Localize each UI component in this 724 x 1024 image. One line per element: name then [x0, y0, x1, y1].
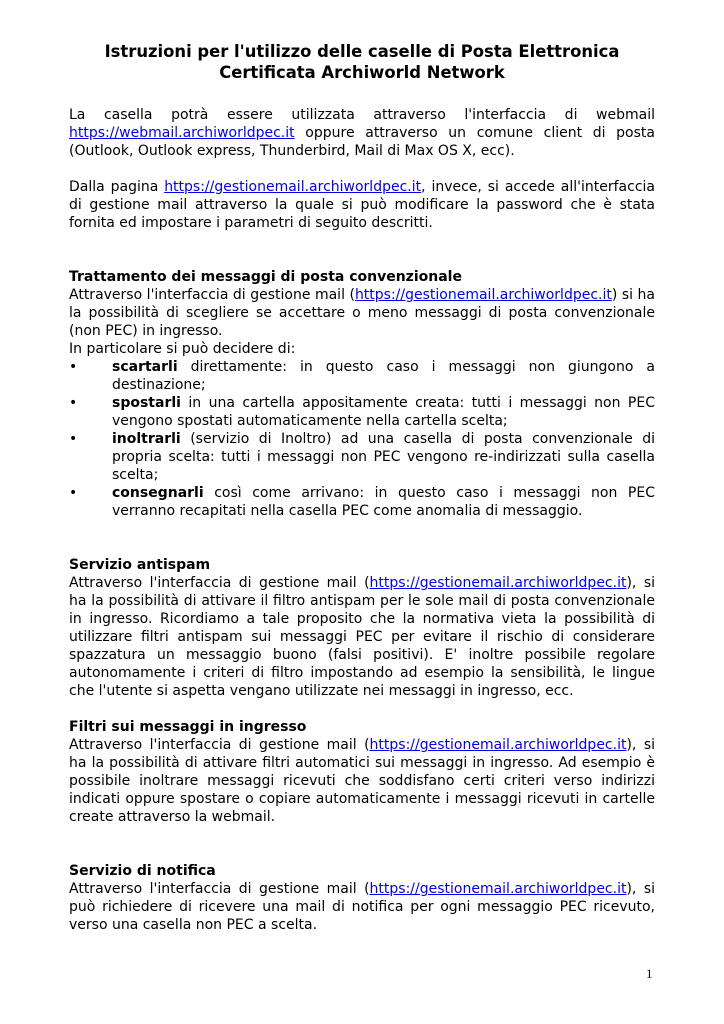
document-page — [69, 41, 655, 934]
filtri-text-cont: ), si ha la possibilità di attivare filtri automatici sui messaggi in ingresso. Ad esempio è possibile inoltrare messaggi ricevuti che soddisfano certi criteri verso indirizzi indicati oppure spostare o copiare automaticamente i messaggi ricevuti in cartelle create attraverso la webmail. — [69, 737, 656, 825]
intro-text-cont: oppure attraverso un comune client di posta (Outlook, Outlook express, Thunderbird, Mail di Max OS X, ecc). — [69, 125, 655, 159]
option-keyword: inoltrarli — [112, 431, 181, 447]
option-text: direttamente: in questo caso i messaggi non giungono a destinazione; — [112, 359, 655, 393]
conv-text: Attraverso l'interfaccia di gestione mail ( — [69, 287, 355, 303]
notifica-text: Attraverso l'interfaccia di gestione mail ( — [69, 881, 370, 897]
option-keyword: scartarli — [112, 359, 178, 375]
heading-notifica: Servizio di notifica — [69, 863, 216, 879]
heading-filtri: Filtri sui messaggi in ingresso — [69, 719, 307, 735]
title-line-1: Istruzioni per l'utilizzo delle caselle di Posta Elettronica — [104, 42, 620, 61]
list-item — [69, 358, 655, 394]
list-item — [69, 430, 655, 484]
list-item — [69, 394, 655, 430]
bullet: • — [69, 395, 78, 411]
heading-antispam: Servizio antispam — [69, 557, 211, 573]
conv-options-list — [69, 358, 655, 520]
list-item — [69, 484, 655, 520]
bullet: • — [69, 359, 78, 375]
bullet: • — [69, 485, 78, 501]
option-text: (servizio di Inoltro) ad una casella di posta convenzionale di propria scelta: tutti i messaggi non PEC vengono re-indirizzati sulla casella scelta; — [112, 431, 655, 483]
intro-text-2-cont: , invece, si accede all'interfaccia di gestione mail attraverso la quale si può modificare la password che è stata fornita ed impostare i parametri di seguito descritti. — [69, 179, 655, 231]
heading-posta-convenzionale: Trattamento dei messaggi di posta convenzionale — [69, 269, 462, 285]
gestionemail-link-notifica[interactable]: https://gestionemail.archiworldpec.it — [369, 881, 627, 897]
notifica-paragraph — [69, 880, 655, 934]
bullet: • — [69, 431, 78, 447]
antispam-text: Attraverso l'interfaccia di gestione mail ( — [69, 575, 370, 591]
conv-paragraph — [69, 286, 655, 340]
option-text: così come arrivano: in questo caso i messaggi non PEC verranno recapitati nella casella PEC come anomalia di messaggio. — [112, 485, 655, 519]
webmail-link[interactable]: https://webmail.archiworldpec.it — [69, 125, 295, 141]
option-text: in una cartella appositamente creata: tutti i messaggi non PEC vengono spostati automaticamente nella cartella scelta; — [112, 395, 655, 429]
filtri-text: Attraverso l'interfaccia di gestione mail ( — [69, 737, 370, 753]
intro-text-2: Dalla pagina — [69, 179, 165, 195]
filtri-paragraph — [69, 736, 655, 826]
title-line-2: Certificata Archiworld Network — [219, 63, 505, 82]
gestionemail-link-intro[interactable]: https://gestionemail.archiworldpec.it — [164, 179, 422, 195]
notifica-text-cont: ), si può richiedere di ricevere una mail di notifica per ogni messaggio PEC ricevuto, verso una casella non PEC a scelta. — [69, 881, 656, 933]
conv-intro-list: In particolare si può decidere di: — [69, 341, 296, 357]
page-number: 1 — [646, 966, 653, 981]
document-title — [69, 41, 655, 83]
gestionemail-link-antispam[interactable]: https://gestionemail.archiworldpec.it — [369, 575, 627, 591]
intro-paragraph-2 — [69, 178, 655, 232]
conv-text-cont: ) si ha la possibilità di scegliere se accettare o meno messaggi di posta convenzionale (non PEC) in ingresso. — [69, 287, 655, 339]
antispam-paragraph — [69, 574, 655, 700]
intro-paragraph-1 — [69, 106, 655, 160]
gestionemail-link-filtri[interactable]: https://gestionemail.archiworldpec.it — [369, 737, 627, 753]
option-keyword: spostarli — [112, 395, 181, 411]
antispam-text-cont: ), si ha la possibilità di attivare il filtro antispam per le sole mail di posta convenzionale in ingresso. Ricordiamo a tale proposito che la normativa vieta la possibilità di utilizzare filtri antispam sui messaggi PEC per evitare il rischio di considerare spazzatura un messaggio buono (falsi positivi). E' inoltre possibile regolare autonomamente i criteri di filtro impostando ad esempio la sensibilità, le lingue che l'utente si aspetta vengano utilizzate nei messaggi in ingresso, ecc. — [69, 575, 656, 699]
intro-text: La casella potrà essere utilizzata attraverso l'interfaccia di webmail — [69, 107, 655, 123]
gestionemail-link-conv[interactable]: https://gestionemail.archiworldpec.it — [354, 287, 612, 303]
option-keyword: consegnarli — [112, 485, 204, 501]
